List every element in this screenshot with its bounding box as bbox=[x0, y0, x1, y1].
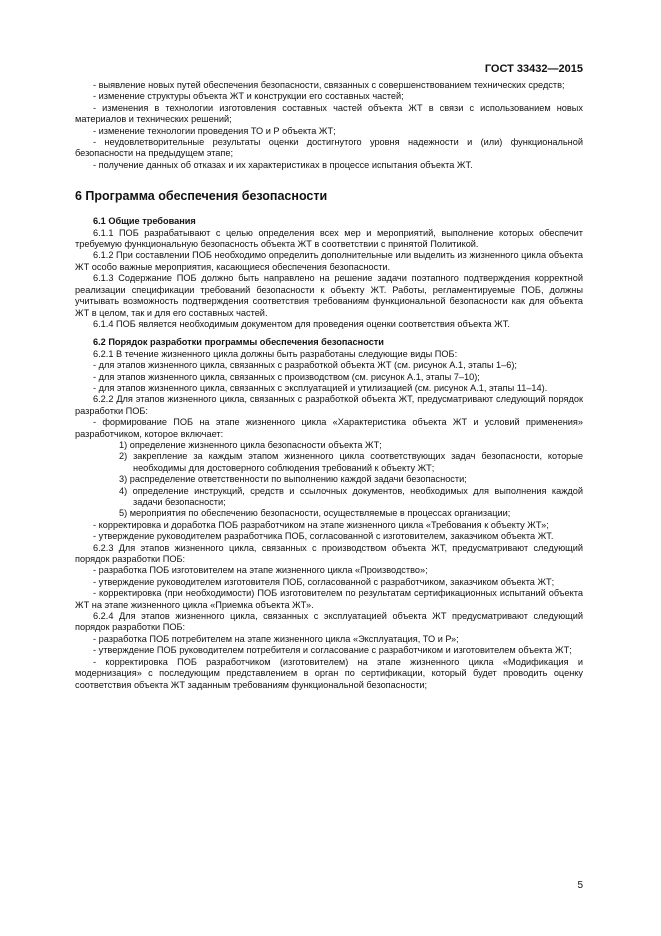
list-item: - для этапов жизненного цикла, связанных с разработкой объекта ЖТ (см. рисунок А.1, этапы 1–6); bbox=[93, 360, 517, 371]
section-6-heading: 6 Программа обеспечения безопасности bbox=[75, 189, 328, 204]
paragraph-6-2-3: 6.2.3 Для этапов жизненного цикла, связанных с производством объекта ЖТ, предусматривают следующий порядок разработки ПОБ: bbox=[75, 542, 583, 565]
paragraph-6-1-4: 6.1.4 ПОБ является необходимым документом для проведения оценки соответствия объекта ЖТ. bbox=[93, 318, 510, 329]
paragraph-6-1-2: 6.1.2 При составлении ПОБ необходимо определить дополнительные или выделить из жизненного цикла объекта ЖТ особо важные мероприятия, касающиеся обеспечения безопасности. bbox=[75, 250, 583, 272]
list-item: - выявление новых путей обеспечения безопасности, связанных с совершенствованием технических средств; bbox=[93, 80, 565, 90]
numbered-item: 3) распределение ответственности по выполнению каждой задачи безопасности; bbox=[119, 474, 467, 485]
list-item: - разработка ПОБ изготовителем на этапе жизненного цикла «Производство»; bbox=[93, 565, 428, 576]
list-item: - разработка ПОБ потребителем на этапе жизненного цикла «Эксплуатация, ТО и Р»; bbox=[93, 633, 459, 644]
list-item: - изменения в технологии изготовления составных частей объекта ЖТ в связи с использованием новых материалов и технических решений; bbox=[75, 102, 583, 125]
paragraph-6-2-1: 6.2.1 В течение жизненного цикла должны быть разработаны следующие виды ПОБ: bbox=[93, 348, 458, 359]
numbered-item: 1) определение жизненного цикла безопасности объекта ЖТ; bbox=[119, 439, 382, 450]
paragraph-6-2-4: 6.2.4 Для этапов жизненного цикла, связанных с эксплуатацией объекта ЖТ предусматривают следующий порядок разработки ПОБ: bbox=[75, 611, 583, 633]
list-item: - для этапов жизненного цикла, связанных с эксплуатацией и утилизацией (см. рисунок А.1, этапы 11–14). bbox=[93, 382, 548, 393]
paragraph-6-1-3: 6.1.3 Содержание ПОБ должно быть направлено на решение задачи поэтапного подтверждения корректной реализации спецификации требований безопасности к объекту ЖТ. Работы, регламентируемые ПОБ, должны учитывать возможность подтверждения соответствия требованиям функциональной безопасности как для объекта ЖТ в целом, так и для его составных частей. bbox=[75, 273, 583, 318]
document-code-header: ГОСТ 33432—2015 bbox=[484, 63, 583, 75]
numbered-item: 4) определение инструкций, средств и ссылочных документов, необходимых для выполнения каждой задачи безопасности; bbox=[119, 485, 583, 507]
list-item: - изменение структуры объекта ЖТ и конструкции его составных частей; bbox=[93, 91, 404, 102]
subsection-6-1-heading: 6.1 Общие требования bbox=[93, 216, 196, 227]
numbered-item: 5) мероприятия по обеспечению безопасности, осуществляемые в процессах организации; bbox=[119, 508, 511, 519]
paragraph-6-2-2: 6.2.2 Для этапов жизненного цикла, связанных с разработкой объекта ЖТ, предусматривают следующий порядок разработки ПОБ: bbox=[75, 394, 583, 416]
list-item: - утверждение руководителем изготовителя ПОБ, согласованной с разработчиком, заказчиком объекта ЖТ; bbox=[93, 576, 555, 587]
numbered-item: 2) закрепление за каждым этапом жизненного цикла соответствующих задач безопасности, которые необходимы для достоверного соблюдения требований к объекту ЖТ; bbox=[119, 451, 583, 473]
list-item: - утверждение руководителем разработчика ПОБ, согласованной с изготовителем, заказчиком объекта ЖТ. bbox=[93, 531, 554, 542]
list-item: - получение данных об отказах и их характеристиках в процессе испытания объекта ЖТ. bbox=[93, 159, 473, 170]
list-item: - формирование ПОБ на этапе жизненного цикла «Характеристика объекта ЖТ и условий применения» разработчиком, которое включает: bbox=[75, 417, 583, 439]
list-item: - неудовлетворительные результаты оценки достигнутого уровня надежности и (или) функциональной безопасности на предыдущем этапе; bbox=[75, 137, 583, 159]
list-item: - корректировка и доработка ПОБ разработчиком на этапе жизненного цикла «Требования к объекту ЖТ»; bbox=[93, 519, 549, 530]
list-item: - утверждение ПОБ руководителем потребителя и согласование с разработчиком и изготовителем объекта ЖТ; bbox=[93, 645, 572, 656]
list-item: - для этапов жизненного цикла, связанных с производством (см. рисунок А.1, этапы 7–10); bbox=[93, 371, 480, 382]
paragraph-6-1-1: 6.1.1 ПОБ разрабатывают с целью определения всех мер и мероприятий, выполнение которых обеспечит требуемую функциональную безопасность объекта ЖТ в соответствии с принятой Политикой. bbox=[75, 227, 583, 250]
page-number: 5 bbox=[577, 880, 583, 891]
page-body bbox=[75, 80, 583, 691]
list-item: - корректировка (при необходимости) ПОБ изготовителем по результатам сертификационных испытаний объекта ЖТ на этапе жизненного цикла «Приемка объекта ЖТ». bbox=[75, 588, 583, 610]
subsection-6-2-heading: 6.2 Порядок разработки программы обеспечения безопасности bbox=[93, 337, 384, 348]
list-item: - изменение технологии проведения ТО и Р объекта ЖТ; bbox=[93, 125, 336, 136]
list-item: - корректировка ПОБ разработчиком (изготовителем) на этапе жизненного цикла «Модификация и модернизация» с последующим представлением в орган по сертификации, который будет проводить оценку соответствия объекта ЖТ заданным требованиям функциональной безопасности; bbox=[75, 656, 583, 690]
